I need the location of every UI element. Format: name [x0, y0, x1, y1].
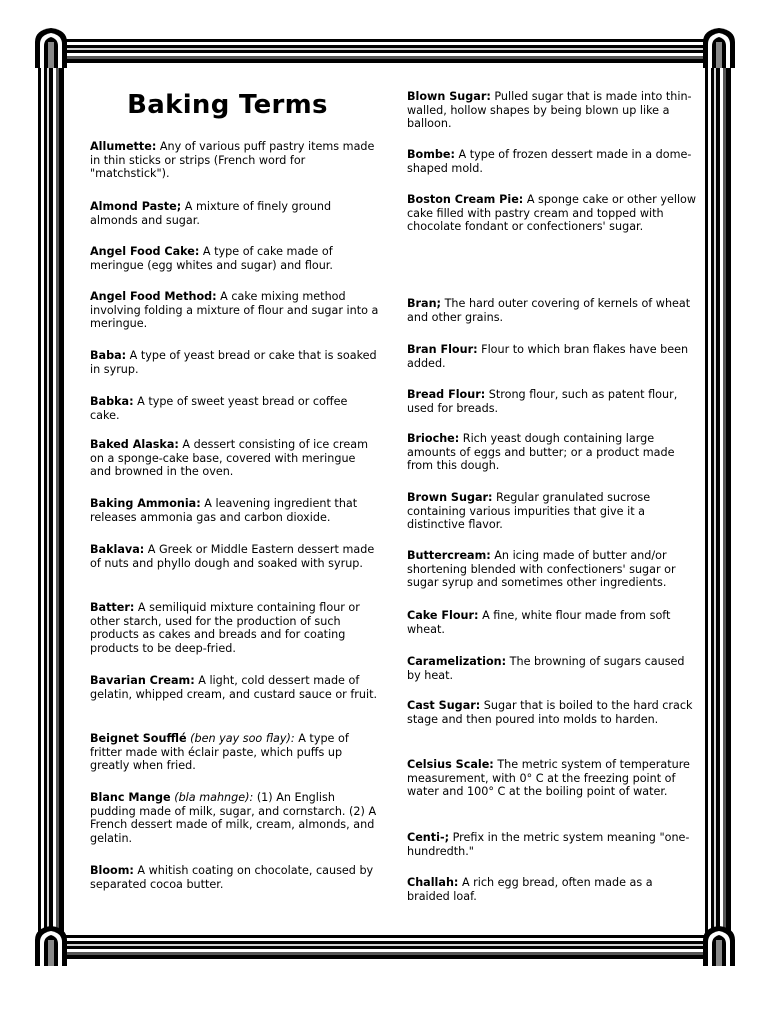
glossary-entry: [90, 395, 380, 422]
entry-definition: (1) An English pudding made of milk, sugar, and cornstarch. (2) A French dessert made of milk, cream, almonds, and gelatin.: [90, 791, 377, 845]
entry-definition: Rich yeast dough containing large amounts of eggs and butter; or a product made from this dough.: [407, 432, 675, 473]
entry-definition: A type of cake made of meringue (egg whites and sugar) and flour.: [90, 245, 333, 272]
glossary-entry: [407, 549, 697, 590]
entry-term: Challah:: [407, 876, 459, 889]
entry-term: Bombe:: [407, 148, 455, 161]
glossary-entry: [90, 497, 380, 524]
entry-definition: A rich egg bread, often made as a braided loaf.: [407, 876, 653, 903]
entry-definition: A sponge cake or other yellow cake filled with pastry cream and topped with chocolate fondant or confectioners' sugar.: [407, 193, 697, 234]
glossary-entry: [90, 200, 380, 227]
entry-term: Cast Sugar:: [407, 699, 481, 712]
entry-definition: Prefix in the metric system meaning "one-hundredth.": [407, 831, 690, 858]
entry-term: Batter:: [90, 601, 135, 614]
glossary-entry: [90, 290, 380, 331]
glossary-entry: [407, 193, 697, 234]
entry-term: Buttercream:: [407, 549, 491, 562]
glossary-entry: [407, 655, 697, 682]
glossary-entry: [407, 148, 697, 175]
entry-definition: A light, cold dessert made of gelatin, whipped cream, and custard sauce or fruit.: [90, 674, 378, 701]
glossary-entry: [90, 438, 380, 479]
frame-bottom-border: [52, 935, 716, 959]
entry-definition: The metric system of temperature measurement, with 0° C at the freezing point of water and 100° C at the boiling point of water.: [407, 758, 690, 799]
frame-left-border: [38, 56, 64, 948]
entry-definition: A mixture of finely ground almonds and sugar.: [90, 200, 332, 227]
glossary-entry: [90, 601, 380, 655]
entry-definition: A cake mixing method involving folding a mixture of flour and sugar into a meringue.: [90, 290, 379, 331]
entry-term: Bran;: [407, 297, 442, 310]
glossary-entry: [407, 343, 697, 370]
glossary-entry: [90, 140, 380, 181]
glossary-entry: [90, 349, 380, 376]
entry-definition: A type of yeast bread or cake that is soaked in syrup.: [90, 349, 377, 376]
entry-term: Allumette:: [90, 140, 157, 153]
entry-definition: The hard outer covering of kernels of wheat and other grains.: [407, 297, 691, 324]
gothic-arch-corner-icon: [701, 28, 737, 68]
entry-term: Babka:: [90, 395, 134, 408]
glossary-entry: [407, 699, 697, 726]
glossary-entry: [407, 388, 697, 415]
glossary-entry: [90, 674, 380, 701]
entry-term: Angel Food Method:: [90, 290, 217, 303]
glossary-entry: [90, 864, 380, 891]
entry-term: Cake Flour:: [407, 609, 479, 622]
entry-definition: A semiliquid mixture containing flour or other starch, used for the production of such products as cakes and breads and for coating products to be deep-fried.: [90, 601, 360, 655]
entry-term: Bread Flour:: [407, 388, 486, 401]
entry-term: Bloom:: [90, 864, 134, 877]
entry-definition: A whitish coating on chocolate, caused by separated cocoa butter.: [90, 864, 374, 891]
glossary-entry: [407, 432, 697, 473]
entry-definition: A fine, white flour made from soft wheat.: [407, 609, 671, 636]
entry-definition: A leavening ingredient that releases ammonia gas and carbon dioxide.: [90, 497, 358, 524]
entry-term: Bran Flour:: [407, 343, 478, 356]
glossary-entry: [90, 791, 380, 845]
entry-term: Almond Paste;: [90, 200, 182, 213]
frame-right-border: [705, 56, 731, 948]
entry-definition: A type of fritter made with éclair paste, which puffs up greatly when fried.: [90, 732, 349, 773]
gothic-arch-corner-icon: [701, 926, 737, 966]
glossary-entry: [407, 609, 697, 636]
entry-term: Brioche:: [407, 432, 460, 445]
entry-term: Angel Food Cake:: [90, 245, 200, 258]
glossary-entry: [90, 732, 380, 773]
gothic-arch-corner-icon: [33, 28, 69, 68]
entry-definition: An icing made of butter and/or shortening blended with confectioners' sugar or sugar syrup and sometimes other ingredients.: [407, 549, 676, 590]
frame-top-border: [52, 39, 716, 63]
entry-definition: Sugar that is boiled to the hard crack stage and then poured into molds to harden.: [407, 699, 693, 726]
entry-definition: A Greek or Middle Eastern dessert made of nuts and phyllo dough and soaked with syrup.: [90, 543, 375, 570]
entry-term: Baking Ammonia:: [90, 497, 201, 510]
entry-definition: Pulled sugar that is made into thin-walled, hollow shapes by being blown up like a balloon.: [407, 90, 692, 131]
entry-term: Brown Sugar:: [407, 491, 493, 504]
entry-definition: Strong flour, such as patent flour, used for breads.: [407, 388, 678, 415]
entry-term: Centi-;: [407, 831, 450, 844]
entry-definition: A type of sweet yeast bread or coffee cake.: [90, 395, 348, 422]
glossary-entry: [407, 876, 697, 903]
entry-pronunciation: (ben yay soo flay):: [186, 732, 295, 745]
glossary-entry: [407, 90, 697, 131]
glossary-entry: [90, 245, 380, 272]
entry-term: Bavarian Cream:: [90, 674, 195, 687]
entry-definition: Regular granulated sucrose containing various impurities that give it a distinctive flavor.: [407, 491, 651, 532]
glossary-entry: [407, 297, 697, 324]
entry-definition: A dessert consisting of ice cream on a sponge-cake base, covered with meringue and browned in the oven.: [90, 438, 368, 479]
entry-term: Beignet Soufflé: [90, 732, 187, 745]
entry-term: Boston Cream Pie:: [407, 193, 524, 206]
glossary-entry: [407, 831, 697, 858]
entry-term: Blown Sugar:: [407, 90, 491, 103]
glossary-entry: [407, 758, 697, 799]
entry-definition: Flour to which bran flakes have been added.: [407, 343, 689, 370]
entry-pronunciation: (bla mahnge):: [170, 791, 254, 804]
entry-term: Blanc Mange: [90, 791, 171, 804]
glossary-entry: [407, 491, 697, 532]
entry-term: Baba:: [90, 349, 127, 362]
glossary-entry: [90, 543, 380, 570]
entry-term: Baklava:: [90, 543, 145, 556]
page-title: Baking Terms: [127, 90, 328, 120]
entry-term: Caramelization:: [407, 655, 507, 668]
entry-definition: Any of various puff pastry items made in thin sticks or strips (French word for "matchstick").: [90, 140, 375, 181]
entry-term: Celsius Scale:: [407, 758, 494, 771]
entry-term: Baked Alaska:: [90, 438, 179, 451]
entry-definition: A type of frozen dessert made in a dome-shaped mold.: [407, 148, 692, 175]
gothic-arch-corner-icon: [33, 926, 69, 966]
entry-definition: The browning of sugars caused by heat.: [407, 655, 685, 682]
